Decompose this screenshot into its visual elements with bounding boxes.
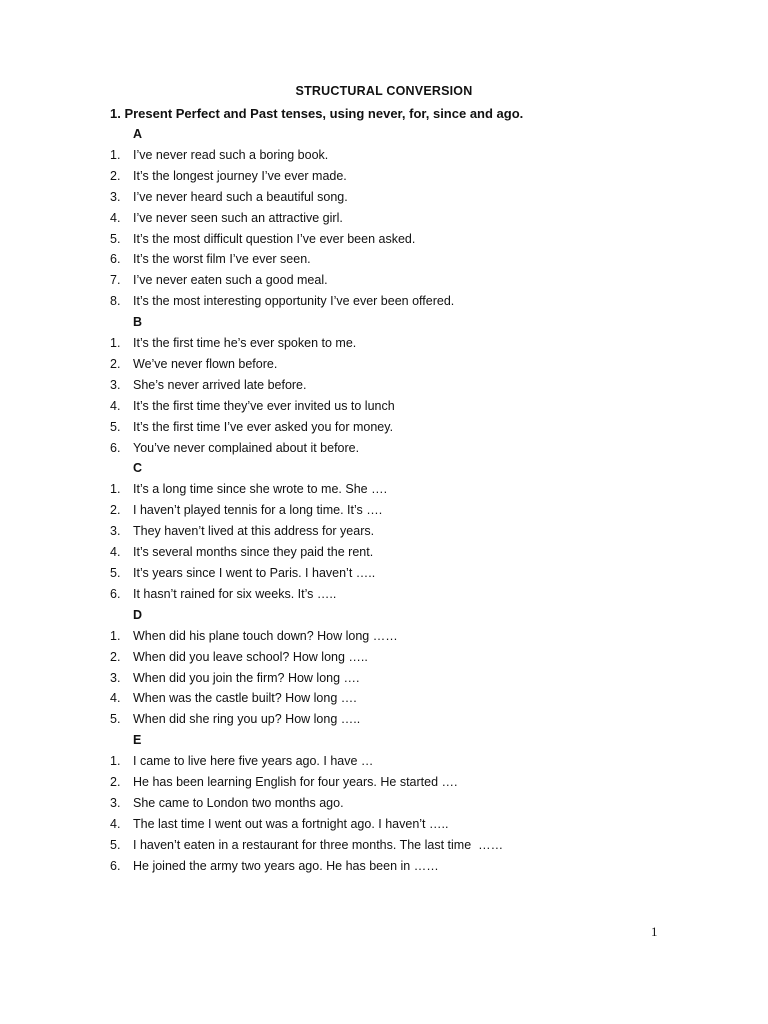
item-text: When did his plane touch down? How long ……: [133, 628, 398, 643]
item-number: 5.: [110, 712, 121, 727]
section-label: C: [133, 461, 143, 476]
item-text: It’s the longest journey I’ve ever made.: [133, 168, 347, 183]
exercise-content: [0, 124, 768, 877]
list-item: [0, 145, 768, 166]
list-item: [0, 751, 768, 772]
item-number: 6.: [110, 440, 121, 455]
document-title: STRUCTURAL CONVERSION: [295, 84, 473, 98]
item-text: When was the castle built? How long ….: [133, 691, 357, 706]
item-number: 3.: [110, 377, 121, 392]
section-label: A: [133, 127, 143, 141]
item-number: 6.: [110, 252, 121, 267]
item-text: He joined the army two years ago. He has been in ……: [133, 858, 439, 873]
item-number: 2.: [110, 168, 121, 183]
item-number: 2.: [110, 503, 121, 518]
item-text: When did you join the firm? How long ….: [133, 670, 360, 685]
item-text: I’ve never heard such a beautiful song.: [133, 189, 348, 204]
section-label: B: [133, 315, 143, 330]
item-text: It hasn’t rained for six weeks. It’s …..: [133, 586, 337, 601]
item-text: It’s the worst film I’ve ever seen.: [133, 252, 311, 267]
item-text: When did she ring you up? How long …..: [133, 712, 361, 727]
section-c: [0, 458, 768, 604]
list-item: [0, 814, 768, 835]
list-item: [0, 417, 768, 438]
item-number: 8.: [110, 294, 121, 309]
list-item: [0, 772, 768, 793]
section-label: D: [133, 607, 143, 622]
item-text: It’s the most interesting opportunity I’ve ever been offered.: [133, 294, 455, 309]
section-d: [0, 605, 768, 730]
list-item: [0, 856, 768, 877]
list-item: [0, 396, 768, 417]
list-item: [0, 542, 768, 563]
list-item: [0, 187, 768, 208]
list-item: [0, 375, 768, 396]
list-item: [0, 229, 768, 250]
item-number: 5.: [110, 566, 121, 581]
item-number: 1.: [110, 482, 121, 497]
item-text: It’s the most difficult question I’ve ever been asked.: [133, 231, 416, 246]
list-item: [0, 709, 768, 730]
item-text: I’ve never eaten such a good meal.: [133, 273, 328, 288]
list-item: [0, 479, 768, 500]
list-item: [0, 626, 768, 647]
item-number: 2.: [110, 357, 121, 372]
list-item: [0, 333, 768, 354]
item-text: She came to London two months ago.: [133, 796, 344, 811]
item-number: 5.: [110, 837, 121, 852]
item-text: I’ve never read such a boring book.: [133, 148, 329, 162]
list-item: [0, 500, 768, 521]
list-item: [0, 270, 768, 291]
item-text: It’s a long time since she wrote to me. She ….: [133, 482, 388, 497]
list-item: [0, 291, 768, 312]
item-number: 1.: [110, 336, 121, 351]
item-text: The last time I went out was a fortnight ago. I haven’t …..: [133, 816, 449, 831]
list-item: [0, 354, 768, 375]
list-item: [0, 438, 768, 459]
item-number: 4.: [110, 691, 121, 706]
item-text: I haven’t eaten in a restaurant for three months. The last time ……: [133, 837, 504, 852]
list-item: [0, 647, 768, 668]
section-b: [0, 312, 768, 458]
item-text: You’ve never complained about it before.: [133, 440, 360, 455]
page-number: 1: [651, 924, 658, 939]
list-item: [0, 208, 768, 229]
list-item: [0, 835, 768, 856]
section-label: E: [133, 733, 142, 748]
list-item: [0, 166, 768, 187]
list-item: [0, 563, 768, 584]
item-number: 1.: [110, 754, 121, 769]
item-number: 3.: [110, 670, 121, 685]
item-number: 6.: [110, 858, 121, 873]
item-number: 5.: [110, 231, 121, 246]
item-text: They haven’t lived at this address for years.: [133, 524, 375, 539]
item-text: I came to live here five years ago. I have …: [133, 754, 374, 769]
item-number: 2.: [110, 649, 121, 664]
item-number: 2.: [110, 775, 121, 790]
section-e: [0, 730, 768, 876]
list-item: [0, 584, 768, 605]
item-number: 1.: [110, 628, 121, 643]
list-item: [0, 521, 768, 542]
item-text: It’s the first time he’s ever spoken to me.: [133, 336, 357, 351]
item-number: 3.: [110, 189, 121, 204]
item-text: It’s years since I went to Paris. I haven’t …..: [133, 566, 376, 581]
item-text: When did you leave school? How long …..: [133, 649, 368, 664]
item-number: 3.: [110, 524, 121, 539]
item-text: I’ve never seen such an attractive girl.: [133, 210, 343, 225]
item-number: 1.: [110, 148, 121, 162]
item-text: He has been learning English for four years. He started ….: [133, 775, 458, 790]
item-number: 4.: [110, 545, 121, 560]
item-number: 4.: [110, 210, 121, 225]
exercise-heading: 1. Present Perfect and Past tenses, using never, for, since and ago.: [110, 106, 524, 121]
item-number: 4.: [110, 398, 121, 413]
list-item: [0, 793, 768, 814]
item-text: She’s never arrived late before.: [133, 377, 307, 392]
item-number: 7.: [110, 273, 121, 288]
item-number: 6.: [110, 586, 121, 601]
item-text: We’ve never flown before.: [133, 357, 278, 372]
section-a: [0, 124, 768, 312]
item-text: It’s several months since they paid the rent.: [133, 545, 374, 560]
item-number: 3.: [110, 796, 121, 811]
item-text: It’s the first time they’ve ever invited us to lunch: [133, 398, 395, 413]
list-item: [0, 668, 768, 689]
item-number: 5.: [110, 419, 121, 434]
list-item: [0, 249, 768, 270]
list-item: [0, 688, 768, 709]
item-text: I haven’t played tennis for a long time. It’s ….: [133, 503, 383, 518]
item-number: 4.: [110, 816, 121, 831]
item-text: It’s the first time I’ve ever asked you for money.: [133, 419, 394, 434]
